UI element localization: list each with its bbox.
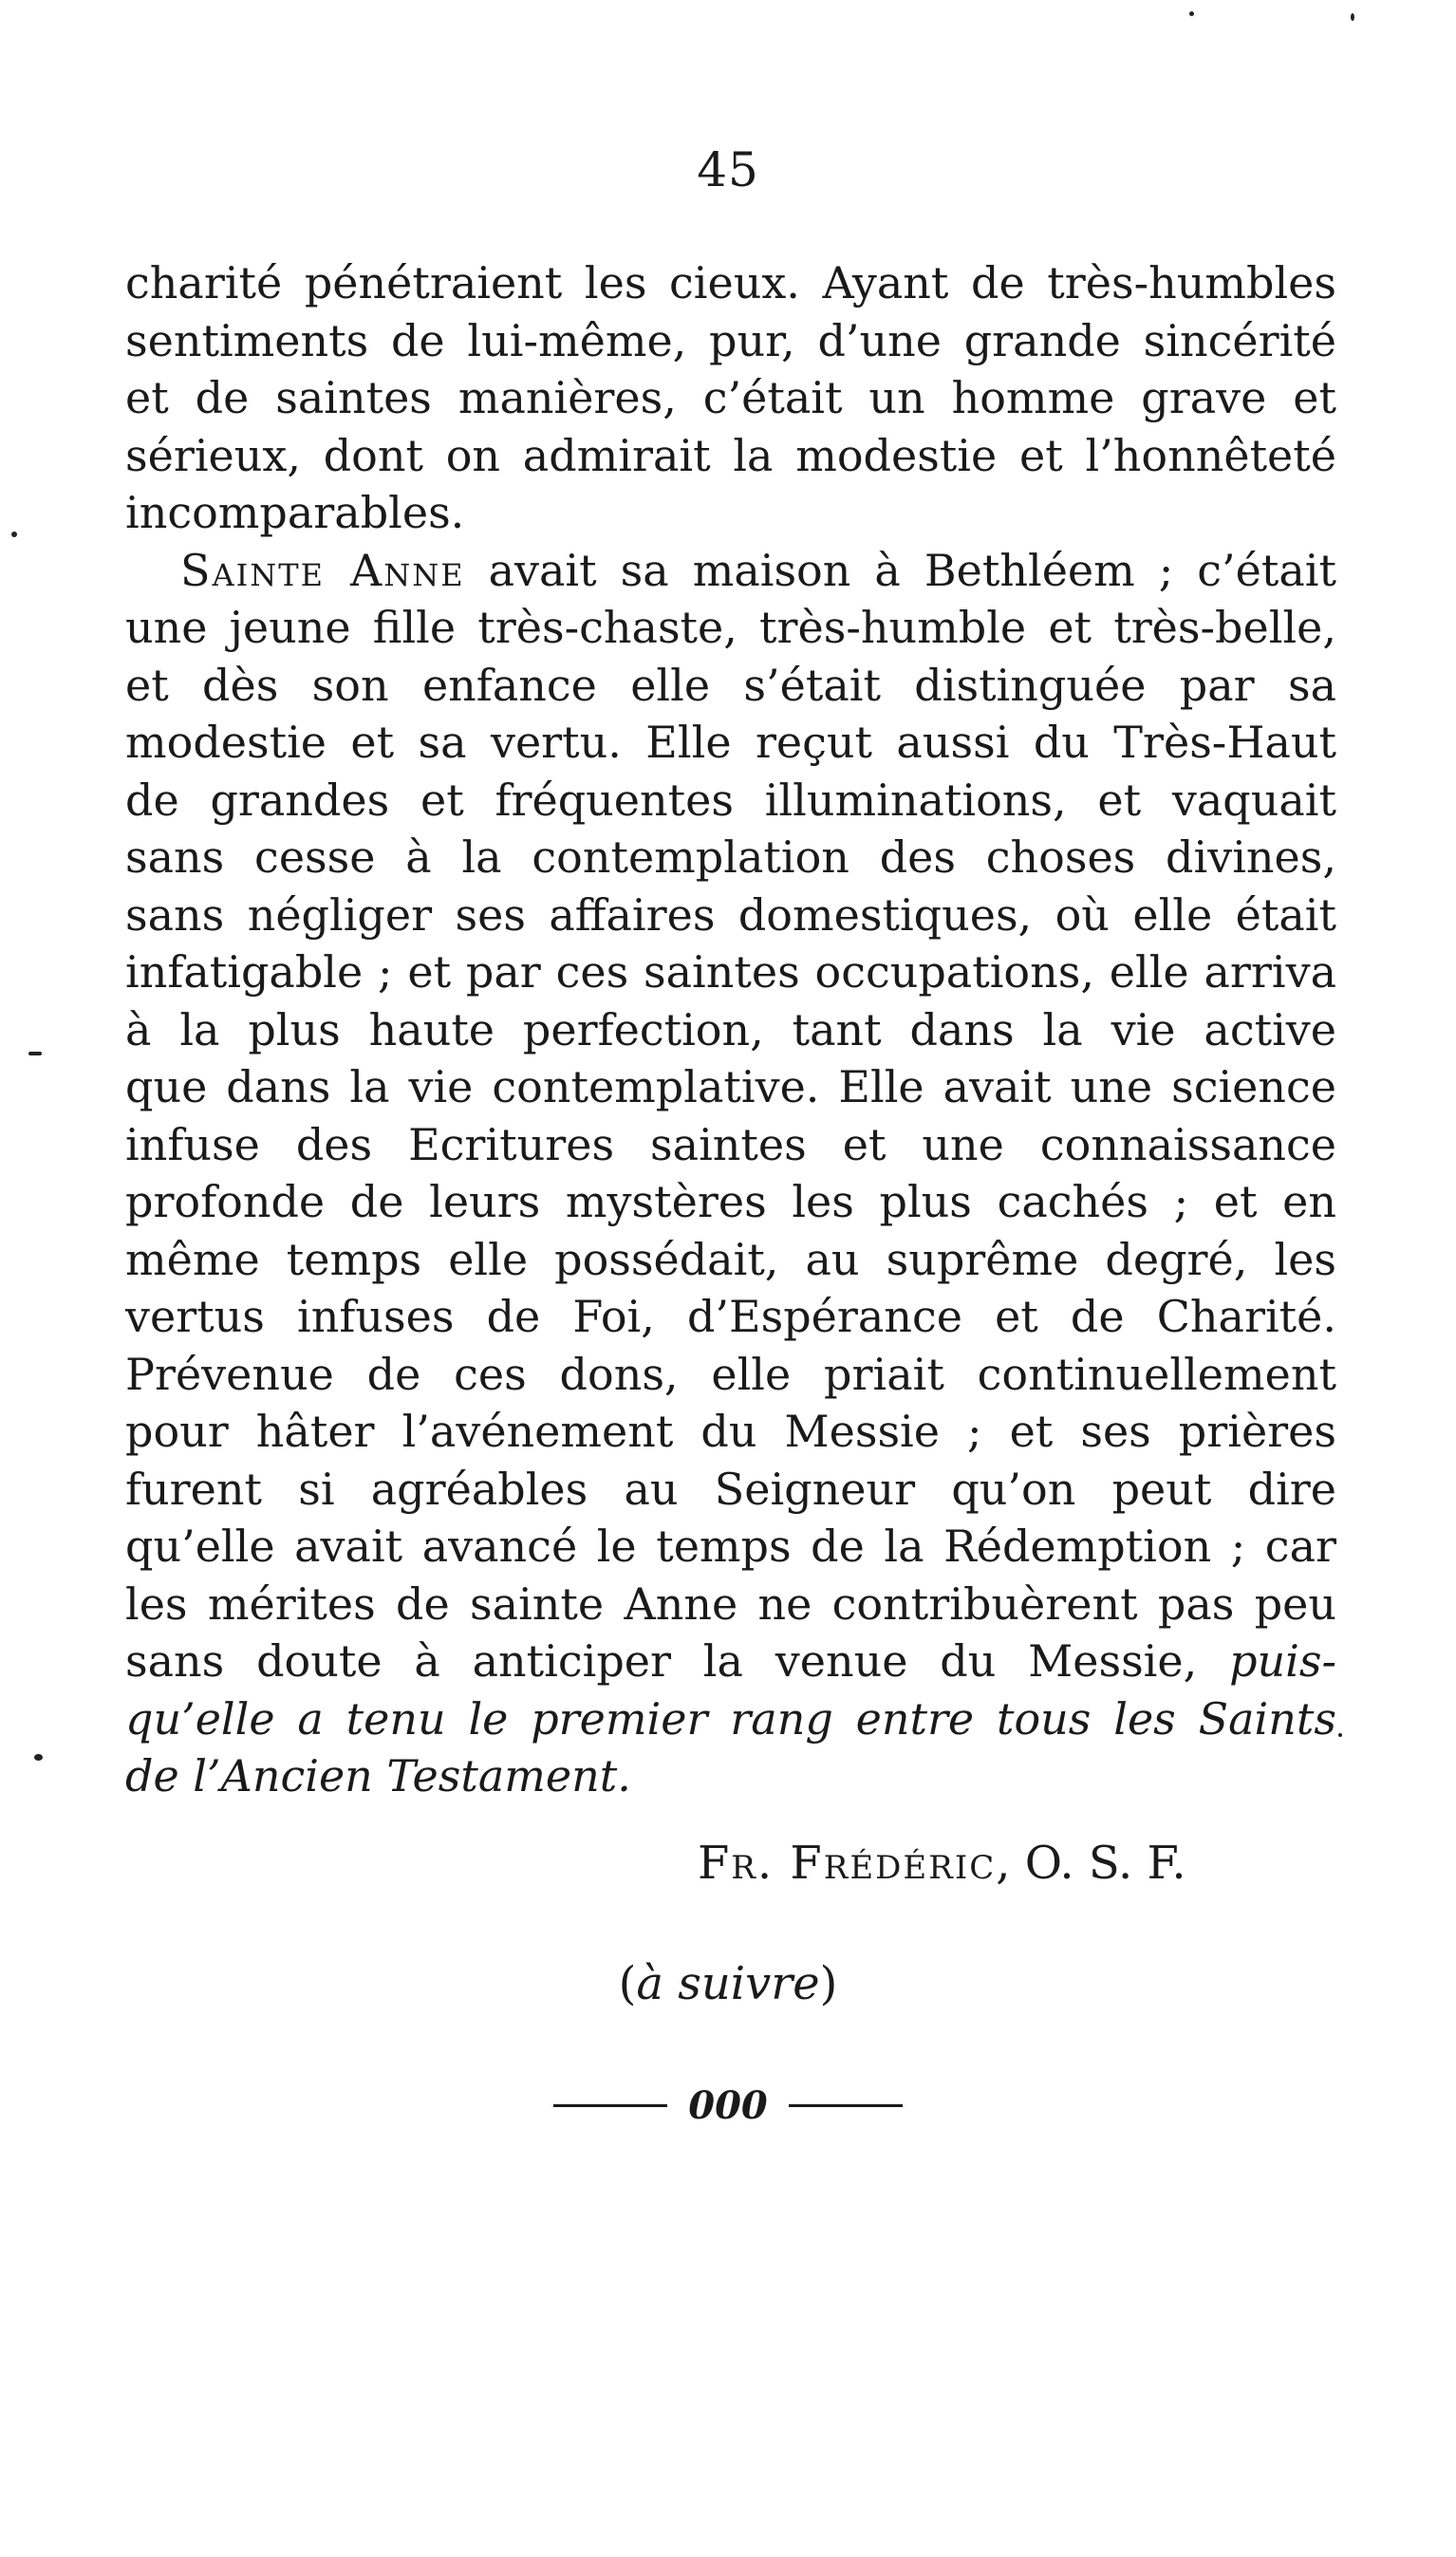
signature-name: Fr. Frédéric [698,1837,997,1890]
text-line: sérieux, dont on admirait la modestie et l’honnêteté [125,429,1336,481]
text-fragment: sans doute à anticiper la venue du Messie, [125,1635,1230,1687]
close-paren: ) [819,1957,838,2010]
text-line: même temps elle possédait, au suprême degré, les [125,1233,1336,1285]
scan-speck [11,532,17,537]
text-line: profonde de leurs mystères les plus cachés ; et en [125,1176,1336,1227]
small-caps-name: Sainte Anne [180,544,465,596]
text-line: et de saintes manières, c’était un homme grave et [125,372,1336,423]
text-line: vertus infuses de Foi, d’Espérance et de Charité. [125,1291,1336,1342]
page-number: 45 [697,142,759,197]
separator-mark: 000 [688,2083,768,2128]
text-line: et dès son enfance elle s’était distinguée par sa [125,659,1336,711]
text-line: que dans la vie contemplative. Elle avait une science [125,1061,1336,1112]
to-be-continued [0,1957,1456,2010]
text-line: infuse des Ecritures saintes et une connaissance [125,1118,1336,1170]
text-fragment: avait sa maison à Bethléem ; c’était [464,544,1337,596]
text-line: infatigable ; et par ces saintes occupations, elle arriva [125,946,1336,998]
text-line: pour hâter l’avénement du Messie ; et ses prières [125,1406,1336,1457]
text-line: charité pénétraient les cieux. Ayant de très-humbles [125,257,1336,308]
scan-speck [1338,1733,1342,1737]
italic-line: de l’Ancien Testament. [125,1750,631,1801]
text-line: qu’elle avait avancé le temps de la Rédemption ; car [125,1521,1336,1572]
text-line: sans négliger ses affaires domestiques, où elle était [125,888,1336,941]
scan-speck [34,1754,43,1761]
text-line: sentiments de lui-même, pur, d’une grande sincérité [125,314,1336,366]
scan-speck [1351,13,1354,21]
text-line: à la plus haute perfection, tant dans la vie active [125,1003,1336,1055]
text-line: furent si agréables au Seigneur qu’on peut dire [125,1463,1336,1515]
body-text [125,254,1336,1805]
separator-rule-left [553,2104,667,2107]
separator-rule-right [789,2104,903,2107]
italic-line: qu’elle a tenu le premier rang entre tous les Saints [125,1692,1336,1745]
scan-speck [28,1052,42,1055]
text-line: Prévenue de ces dons, elle priait continuellement [125,1348,1336,1400]
section-separator [0,2083,1456,2128]
continued-text: à suivre [636,1957,820,2010]
text-line: incomparables. [125,487,465,538]
mixed-style-line [125,1633,1336,1690]
text-line: sans cesse à la contemplation des choses divines, [125,831,1336,883]
text-line: une jeune fille très-chaste, très-humble et très-belle, [125,602,1336,653]
signature-order: , O. S. F. [996,1837,1186,1890]
paragraph-opening-line [125,542,1336,600]
open-paren: ( [618,1957,637,2010]
scan-speck [1189,11,1194,16]
text-line: les mérites de sainte Anne ne contribuèrent pas peu [125,1577,1336,1630]
text-line: modestie et sa vertu. Elle reçut aussi du Très-Haut [125,717,1336,768]
text-line: de grandes et fréquentes illuminations, et vaquait [125,774,1336,826]
author-signature [698,1837,1186,1890]
italic-fragment: puis- [1229,1635,1336,1687]
